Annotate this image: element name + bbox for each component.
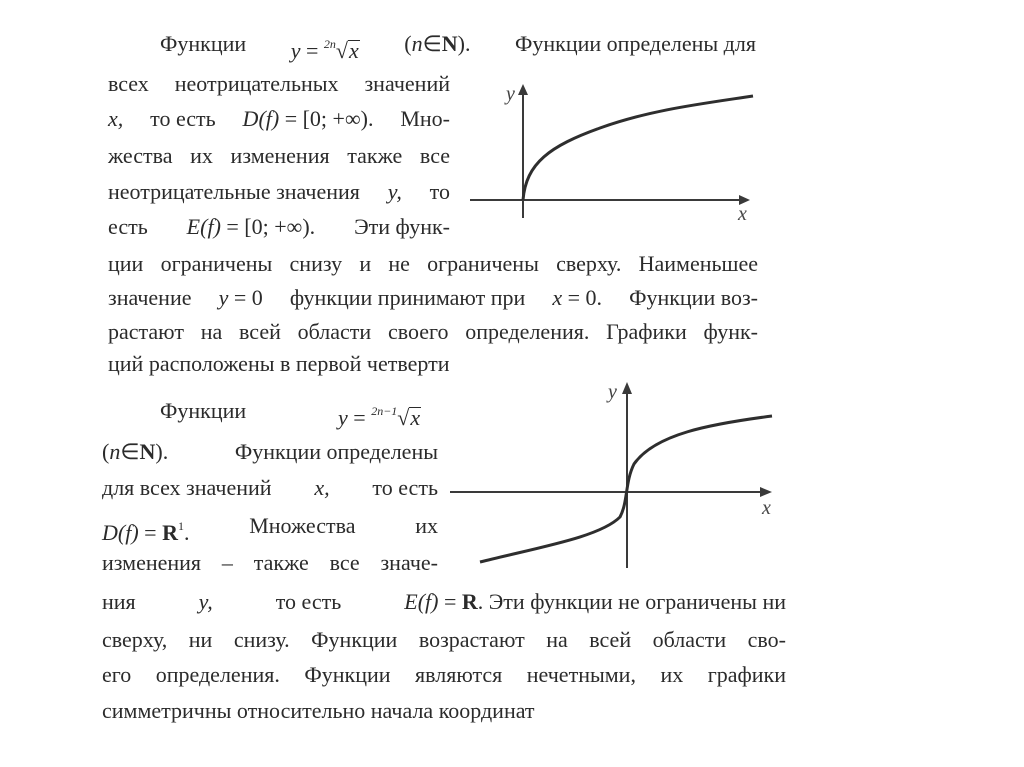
graph1-curve bbox=[523, 96, 753, 200]
p2-line-9: симметричны относительно начала координат bbox=[102, 698, 535, 723]
graph-odd-root bbox=[450, 372, 790, 572]
p1-line-3: x, то есть D(f) = [0; +∞). Мно- bbox=[108, 106, 450, 131]
graph2-y-label: y bbox=[608, 381, 617, 403]
formula-domain-R: $D(f) = R^1$. bbox=[102, 519, 190, 545]
p2-line-3: для всех значений x, то есть bbox=[102, 475, 438, 500]
graph-even-root bbox=[460, 78, 760, 226]
p1-line-7: ции ограничены снизу и не ограничены сверху. Наименьшее bbox=[108, 251, 758, 276]
p2-line-2: (n∈N). Функции определены bbox=[102, 439, 438, 464]
p1-line-2: всех неотрицательных значений bbox=[108, 71, 450, 96]
formula-odd-root: y = $^{2n-1}$√x bbox=[338, 404, 421, 430]
formula-domain: D(f) = [0; +∞). bbox=[242, 106, 374, 131]
formula-range: E(f) = [0; +∞). bbox=[186, 214, 316, 239]
p2-line-7: сверху, ни снизу. Функции возрастают на всей области сво- bbox=[102, 627, 786, 652]
formula-even-root: y = $^{2n}$√x bbox=[290, 37, 359, 63]
graph1-x-label: x bbox=[738, 203, 747, 225]
p1-line-8: значение y = 0 функции принимают при x = 0. Функции воз- bbox=[108, 285, 758, 310]
formula-n-in-N: (n∈N). bbox=[404, 31, 471, 56]
p1-line-9: растают на всей области своего определения. Графики функ- bbox=[108, 319, 758, 344]
p1-line-6: есть E(f) = [0; +∞). Эти функ- bbox=[108, 214, 450, 239]
graph1-y-arrow bbox=[518, 84, 528, 95]
p2-line-5: изменения – также все значе- bbox=[102, 550, 438, 575]
p1-l1-rest: Функции определены для bbox=[515, 31, 756, 56]
formula-range-R: E(f) = R. Эти функции не ограничены ни bbox=[404, 589, 786, 614]
p1-line-10: ций расположены в первой четверти bbox=[108, 351, 450, 376]
graph2-x-label: x bbox=[762, 497, 771, 519]
p1-line-1 bbox=[160, 32, 756, 63]
graph2-y-arrow bbox=[622, 382, 632, 394]
graph2-x-arrow bbox=[760, 487, 772, 497]
p1-line-5: неотрицательные значения y, то bbox=[108, 179, 450, 204]
p2-line-6: ния y, то есть E(f) = R. Эти функции не ограничены ни bbox=[102, 589, 786, 614]
p2-line-1: Функции y = $^{2n-1}$√x bbox=[160, 398, 421, 430]
p2-line-4: $D(f) = R^1$. Множества их bbox=[102, 513, 438, 545]
p1-line-4: жества их изменения также все bbox=[108, 143, 450, 168]
p2-line-8: его определения. Функции являются нечетными, их графики bbox=[102, 662, 786, 687]
graph1-y-label: y bbox=[506, 83, 515, 105]
p1-l1-word: Функции bbox=[160, 31, 247, 56]
